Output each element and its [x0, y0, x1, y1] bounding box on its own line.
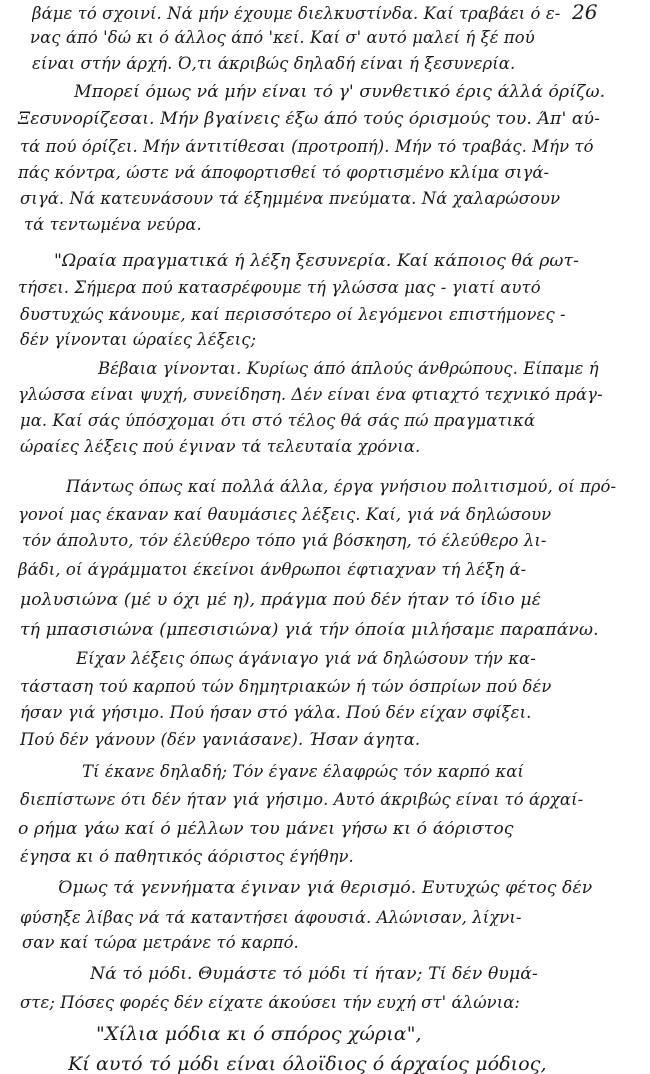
text-line: Πάντως όπως καί πολλά άλλα, έργα γνήσιου πολιτισμού, οί πρό-: [66, 479, 617, 496]
text-line: Βέβαια γίνονται. Κυρίως άπό άπλούς άνθρώπους. Είπαμε ή: [98, 360, 599, 378]
text-line: "Ωραία πραγματικά ή λέξη ξεσυνερία. Καί κάποιος θά ρωτ-: [54, 253, 580, 271]
text-line: Πού δέν γάνουν (δέν γανιάσανε). Ήσαν άγητα.: [20, 731, 421, 748]
text-line: πάς κόντρα, ώστε νά άποφορτισθεί τό φορτισμένο κλίμα σιγά-: [18, 165, 550, 182]
text-line: είναι στήν άρχή. Ό,τι άκριβώς δηλαδή είναι ή ξεσυνερία.: [32, 55, 516, 73]
text-line: σαν καί τώρα μετράνε τό καρπό.: [22, 934, 299, 952]
text-line: φύσηξε λίβας νά τά καταντήσει άφουσιά. Αλώνισαν, λίχνι-: [20, 909, 522, 926]
text-line: βάμε τό σχοινί. Νά μήν έχουμε διελκυστίνδα. Καί τραβάει ό ε-: [32, 6, 561, 23]
text-line: τάσταση τού καρπού τών δημητριακών ή τών όσπρίων πού δέν: [20, 678, 552, 696]
text-line: Μπορεί όμως νά μήν είναι τό γ' συνθετικό έρις άλλά όρίζω.: [74, 84, 606, 102]
text-line: διεπίστωνε ότι δέν ήταν γιά γήσιμο. Αυτό άκριβώς είναι τό άρχαί-: [20, 792, 584, 809]
text-line: τά πού όρίζει. Μήν άντιτίθεσαι (προτροπή). Μήν τό τραβάς. Μήν τό: [20, 138, 594, 156]
text-line: τά τεντωμένα νεύρα.: [24, 216, 202, 234]
page-number: 26: [572, 0, 598, 24]
text-line: δυστυχώς κάνουμε, καί περισσότερο οί λεγόμενοι επιστήμονες -: [20, 306, 566, 324]
text-line: Τί έκανε δηλαδή; Τόν έγανε έλαφρώς τόν καρπό καί: [82, 763, 524, 781]
text-line: Νά τό μόδι. Θυμάστε τό μόδι τί ήταν; Τί δέν θυμά-: [90, 966, 538, 984]
text-line: βάδι, οί άγράμματοι έκείνοι άνθρωποι έφτιαχναν τή λέξη ά-: [18, 561, 527, 578]
text-line: Όμως τά γεννήματα έγιναν γιά θερισμό. Ευτυχώς φέτος δέν: [58, 880, 593, 898]
text-line: μολυσιώνα (μέ υ όχι μέ η), πράγμα πού δέν ήταν τό ίδιο μέ: [20, 591, 542, 610]
text-line: τή μπασισιώνα (μπεσισιώνα) γιά τήν όποία μιλήσαμε παραπάνω.: [20, 622, 599, 640]
text-line: ήσαν γιά γήσιμο. Πού ήσαν στό γάλα. Πού δέν είχαν σφίξει.: [20, 705, 532, 722]
text-line: "Χίλια μόδια κι ό σπόρος χώρια",: [96, 1025, 422, 1044]
text-line: γονοί μας έκαναν καί θαυμάσιες λέξεις. Καί, γιά νά δηλώσουν: [18, 506, 552, 524]
text-line: νας άπό 'δώ κι ό άλλος άπό 'κεί. Καί σ' αυτό μαλεί ή ξέ πού: [30, 30, 535, 47]
text-line: τόν άπολυτο, τόν έλεύθερο τόπο γιά βόσκηση, τό έλεύθερο λι-: [22, 533, 547, 550]
text-line: ώραίες λέξεις πού έγιναν τά τελευταία χρόνια.: [20, 438, 421, 456]
text-line: Ξεσυνορίζεσαι. Μήν βγαίνεις έξω άπό τούς όρισμούς του. Άπ' αύ-: [18, 111, 600, 129]
text-line: σιγά. Νά κατευνάσουν τά έξημμένα πνεύματα. Νά χαλαρώσουν: [20, 191, 561, 208]
text-line: γλώσσα είναι ψυχή, συνείδηση. Δέν είναι ένα φτιαχτό τεχνικό πράγ-: [18, 387, 603, 404]
text-line: μα. Καί σάς ύπόσχομαι ότι στό τέλος θά σάς πώ πραγματικά: [20, 413, 536, 430]
text-line: Κί αυτό τό μόδι είναι όλοϊδιος ό άρχαίος μόδιος,: [68, 1055, 547, 1074]
text-line: τήσει. Σήμερα πού κατασρέφουμε τή γλώσσα μας - γιατί αυτό: [18, 280, 541, 297]
text-line: δέν γίνονται ώραίες λέξεις;: [20, 332, 257, 349]
text-line: ο ρήμα γάω καί ό μέλλων του μάνει γήσω κι ό άόριστος: [18, 820, 514, 838]
text-line: στε; Πόσες φορές δέν είχατε άκούσει τήν ευχή στ' άλώνια:: [20, 994, 521, 1011]
text-line: Είχαν λέξεις όπως άγάνιαγο γιά νά δηλώσουν τήν κα-: [76, 651, 536, 668]
text-line: έγησα κι ό παθητικός άόριστος έγήθην.: [20, 848, 354, 866]
